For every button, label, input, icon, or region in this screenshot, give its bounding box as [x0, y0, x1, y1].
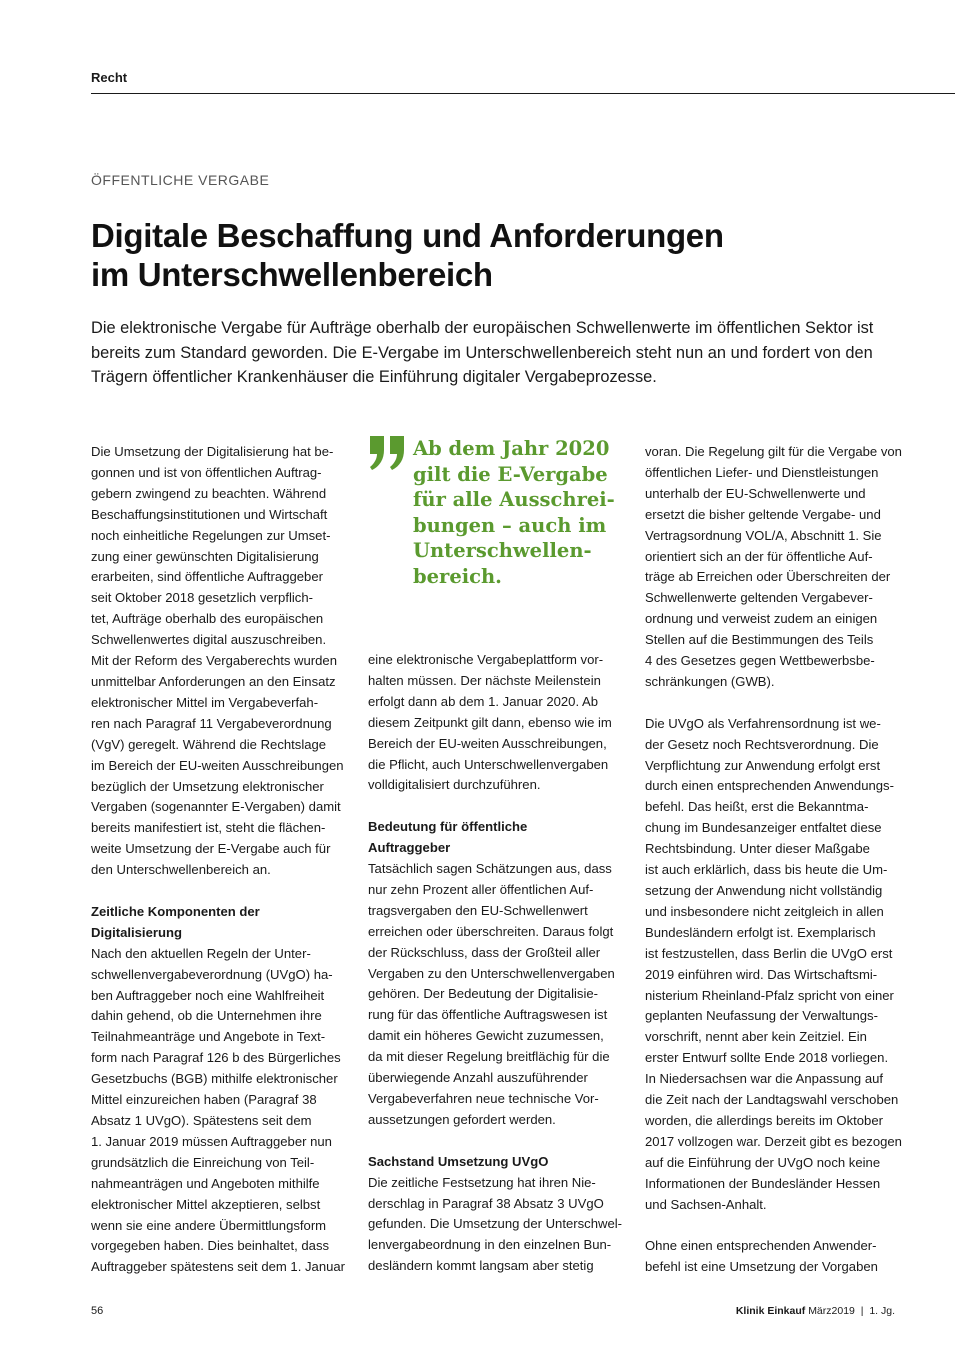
text-line: Mit der Reform des Vergaberechts wurden — [91, 653, 337, 669]
text-line: Die zeitliche Festsetzung hat ihren Nie- — [368, 1174, 596, 1190]
text-line: befehl ist eine Umsetzung der Vorgaben — [645, 1259, 878, 1275]
spacer — [645, 693, 897, 714]
text-line: 2019 einführen wird. Das Wirtschaftsmi- — [645, 966, 878, 982]
text-line: derschlag in Paragraf 38 Absatz 3 UVgO — [368, 1195, 604, 1211]
text-line: schränkungen (GWB). — [645, 673, 775, 689]
text-line: eine elektronische Vergabeplattform vor- — [368, 652, 604, 667]
text-line: 2017 vollzogen war. Derzeit gibt es bezogen — [645, 1133, 902, 1149]
text-line: voran. Die Regelung gilt für die Vergabe von — [645, 444, 902, 459]
text-line: grundsätzlich die Einreichung von Teil- — [91, 1154, 315, 1170]
text-line: gefunden. Die Umsetzung der Unterschwel- — [368, 1216, 622, 1232]
text-line: erfolgt dann ab dem 1. Januar 2020. Ab — [368, 693, 599, 709]
col2-heading-1 — [368, 817, 620, 859]
text-line: vorschrift, nennt aber kein Zeitziel. Ein — [645, 1029, 867, 1045]
column-1 — [91, 442, 346, 1278]
column-2 — [368, 650, 620, 1277]
col1-heading-1 — [91, 902, 343, 944]
text-line: Die UVgO als Verfahrensordnung ist we- — [645, 715, 881, 731]
text-line: bezüglich der Umsetzung elektronischer — [91, 778, 324, 794]
text-line: ersetzt die bisher geltende Vergabe- und — [645, 506, 881, 522]
text-line: aussetzungen gefordert werden. — [368, 1111, 556, 1127]
text-line: Bedeutung für öffentliche — [368, 819, 528, 835]
text-line: worden, die allerdings bereits im Oktober — [645, 1112, 883, 1128]
col1-paragraph-1 — [91, 442, 343, 881]
text-line: befehl. Das heißt, erst die Bekanntma- — [645, 799, 869, 815]
text-line: Absatz 1 UVgO). Spätestens seit dem — [91, 1112, 312, 1128]
section-label: Recht — [91, 70, 128, 85]
text-line: dahin gehend, ob die Unternehmen ihre — [91, 1008, 322, 1024]
page-number: 56 — [91, 1305, 104, 1317]
pull-quote — [368, 436, 620, 596]
text-line: Auftraggeber spätestens seit dem 1. Januar — [91, 1259, 346, 1275]
text-line: seit Oktober 2018 gesetzlich verpflich- — [91, 590, 313, 606]
footer-citation — [736, 1305, 895, 1317]
text-line: wenn sie eine andere Übermittlungsform — [91, 1217, 327, 1233]
col2-paragraph-3 — [368, 1173, 620, 1278]
text-line: setzung der Anwendung nicht vollständig — [645, 883, 883, 899]
title-line-2: im Unterschwellenbereich — [91, 256, 493, 293]
text-line: halten müssen. Der nächste Meilenstein — [368, 672, 601, 688]
text-line: damit ein höheres Gewicht zuzumessen, — [368, 1028, 604, 1044]
text-line: (VgV) geregelt. Während die Rechtslage — [91, 736, 327, 752]
title-line-1: Digitale Beschaffung und Anforderungen — [91, 217, 724, 254]
text-line: desländern kommt langsam aber stetig — [368, 1258, 594, 1274]
text-line: bereich. — [413, 564, 502, 588]
col2-paragraph-1 — [368, 650, 620, 796]
text-line: tet, Aufträge oberhalb des europäischen — [91, 611, 324, 627]
text-line: Nach den aktuellen Regeln der Unter- — [91, 945, 311, 961]
journal-name: Klinik Einkauf — [735, 1305, 806, 1317]
text-line: bereits manifestiert ist, steht die flächen- — [91, 820, 326, 836]
text-line: volldigitalisiert durchzuführen. — [368, 777, 541, 793]
pull-quote-text — [413, 436, 623, 589]
text-line: Die Umsetzung der Digitalisierung hat be- — [91, 444, 334, 459]
text-line: erarbeiten, sind öffentliche Auftraggeber — [91, 569, 323, 585]
text-line: elektronischer Mittel im Vergabeverfah- — [91, 694, 319, 710]
text-line: Auftraggeber — [368, 840, 451, 856]
text-line: noch einheitliche Regelungen zur Umset- — [91, 527, 331, 543]
text-line: Vergaben zu den Unterschwellenvergaben — [368, 965, 615, 981]
text-line: und Sachsen-Anhalt. — [645, 1196, 767, 1212]
text-line: elektronischer Mittel akzeptieren, selbst — [91, 1196, 321, 1212]
text-line: weite Umsetzung der E-Vergabe auch für — [91, 841, 331, 857]
text-line: auf die Einführung der UVgO noch keine — [645, 1154, 881, 1170]
text-line: nur zehn Prozent aller öffentlichen Auf- — [368, 881, 594, 897]
spacer — [645, 1216, 897, 1237]
article-lead: Die elektronische Vergabe für Aufträge oberhalb der europäischen Schwellenwerte im öffentlichen Sektor ist bereits zum Standard geworden. Die E-Vergabe im Unterschwellenbereich steht nun an und fordert von den Trägern öffentlicher Krankenhäuser die Einführung digitaler Vergabeprozesse. — [91, 319, 874, 386]
text-line: 4 des Gesetzes gegen Wettbewerbsbe- — [645, 653, 875, 669]
col2-heading-2 — [368, 1152, 620, 1173]
text-line: ben Auftraggeber noch eine Wahlfreiheit — [91, 987, 325, 1003]
text-line: orientiert sich an der für öffentliche Auf- — [645, 548, 873, 564]
text-line: gilt die E-Vergabe — [413, 462, 608, 486]
text-line: Unterschwellen- — [413, 539, 592, 562]
text-line: unterhalb der EU-Schwellenwerte und — [645, 485, 866, 501]
col1-paragraph-2 — [91, 944, 346, 1279]
text-line: Beschaffungsinstitutionen und Wirtschaft — [91, 506, 328, 522]
column-3 — [645, 442, 902, 1278]
text-line: Schwellenwertes digital auszuschreiben. — [91, 632, 327, 648]
quote-mark-icon — [368, 436, 408, 470]
text-line: Bundesländern erfolgt ist. Exemplarisch — [645, 924, 876, 940]
text-line: durch einen entsprechenden Anwendungs- — [645, 778, 894, 794]
text-line: Informationen der Bundesländer Hessen — [645, 1175, 881, 1191]
text-line: lenvergabeordnung in den einzelnen Bun- — [368, 1237, 612, 1253]
article-kicker: ÖFFENTLICHE VERGABE — [91, 172, 270, 188]
text-line: ren nach Paragraf 11 Vergabeverordnung — [91, 715, 332, 731]
text-line: nisterium Rheinland-Pfalz spricht von einer — [645, 987, 894, 1003]
header-rule — [91, 93, 955, 94]
text-line: Mittel einzureichen haben (Paragraf 38 — [91, 1092, 317, 1108]
text-line: geplanten Neufassung der Verwaltungs- — [645, 1008, 878, 1024]
text-line: Rechtsbindung. Unter dieser Maßgabe — [645, 841, 870, 857]
text-line: den Unterschwellenbereich an. — [91, 862, 271, 878]
text-line: vorgegeben haben. Dies beinhaltet, dass — [91, 1238, 330, 1254]
text-line: der Rückschluss, dass der Großteil aller — [368, 944, 601, 960]
text-line: Ab dem Jahr 2020 — [413, 437, 610, 460]
text-line: da mit dieser Regelung breitflächig für die — [368, 1049, 610, 1065]
text-line: ist festzustellen, dass Berlin die UVgO erst — [645, 945, 893, 961]
article-title — [91, 216, 851, 294]
col2-paragraph-2 — [368, 859, 620, 1131]
text-line: der Gesetz noch Rechtsverordnung. Die — [645, 736, 879, 752]
text-line: rung für das öffentliche Auftragswesen ist — [368, 1007, 608, 1023]
spacer — [91, 881, 343, 902]
text-line: erreichen oder überschreiten. Daraus folgt — [368, 923, 614, 939]
text-line: die Zeit nach der Landtagswahl verschoben — [645, 1092, 899, 1108]
text-line: öffentlichen Liefer- und Dienstleistungen — [645, 464, 879, 480]
text-line: Digitalisierung — [91, 924, 182, 940]
volume: 1. Jg. — [869, 1305, 895, 1317]
text-line: Verpflichtung zur Anwendung erfolgt erst — [645, 757, 881, 773]
text-line: erster Entwurf sollte Ende 2018 vorliegen. — [645, 1050, 889, 1066]
text-line: Tatsächlich sagen Schätzungen aus, dass — [368, 861, 612, 877]
text-line: im Bereich der EU-weiten Ausschreibungen — [91, 757, 344, 773]
issue-date: März2019 — [808, 1305, 855, 1317]
text-line: diesem Zeitpunkt gilt dann, ebenso wie im — [368, 714, 612, 730]
col3-paragraph-3 — [645, 1236, 897, 1278]
text-line: Zeitliche Komponenten der — [91, 903, 260, 919]
text-line: Vertragsordnung VOL/A, Abschnitt 1. Sie — [645, 527, 882, 543]
text-line: Teilnahmeanträge und Angebote in Text- — [91, 1029, 326, 1045]
text-line: gebern zwingend zu beachten. Während — [91, 485, 327, 501]
text-line: träge ab Erreichen oder Überschreiten der — [645, 569, 891, 585]
text-line: In Niedersachsen war die Anpassung auf — [645, 1071, 884, 1087]
text-line: chung im Bundesanzeiger entfaltet diese — [645, 820, 882, 836]
spacer — [368, 1131, 620, 1152]
spacer — [368, 796, 620, 817]
text-line: Vergaben (sogenannter E-Vergaben) damit — [91, 799, 341, 815]
text-line: bungen – auch im — [413, 513, 607, 537]
text-line: Ohne einen entsprechenden Anwender- — [645, 1238, 877, 1254]
text-line: 1. Januar 2019 müssen Auftraggeber nun — [91, 1133, 332, 1149]
text-line: form nach Paragraf 126 b des Bürgerliches — [91, 1050, 341, 1066]
col3-paragraph-2 — [645, 714, 902, 1216]
text-line: Vergabeverfahren neue technische Vor- — [368, 1091, 599, 1107]
text-line: Sachstand Umsetzung UVgO — [368, 1153, 549, 1169]
text-line: die Pflicht, auch Unterschwellenvergaben — [368, 756, 609, 772]
text-line: Gesetzbuchs (BGB) mithilfe elektronischer — [91, 1071, 338, 1087]
text-line: gehören. Der Bedeutung der Digitalisie- — [368, 986, 599, 1002]
text-line: für alle Ausschrei- — [413, 488, 615, 511]
text-line: gonnen und ist von öffentlichen Auftrag- — [91, 464, 322, 480]
text-line: schwellenvergabeverordnung (UVgO) ha- — [91, 966, 333, 982]
text-line: Bereich der EU-weiten Ausschreibungen, — [368, 735, 607, 751]
text-line: Stellen auf die Bestimmungen des Teils — [645, 632, 874, 648]
text-line: Schwellenwerte geltenden Vergabever- — [645, 590, 873, 606]
text-line: tragsvergaben den EU-Schwellenwert — [368, 902, 588, 918]
text-line: nahmeanträgen und Angeboten mithilfe — [91, 1175, 320, 1191]
footer-separator: | — [860, 1305, 864, 1317]
text-line: ist auch erklärlich, dass bis heute die Um- — [645, 862, 888, 878]
text-line: überwiegende Anzahl auszuführender — [368, 1070, 588, 1086]
text-line: ordnung und verweist zudem an einigen — [645, 611, 878, 627]
text-line: und insbesondere nicht zeitgleich in allen — [645, 903, 884, 919]
col3-paragraph-1 — [645, 442, 902, 693]
text-line: unmittelbar Anforderungen an den Einsatz — [91, 673, 336, 689]
text-line: zung einer gewünschten Digitalisierung — [91, 548, 319, 564]
